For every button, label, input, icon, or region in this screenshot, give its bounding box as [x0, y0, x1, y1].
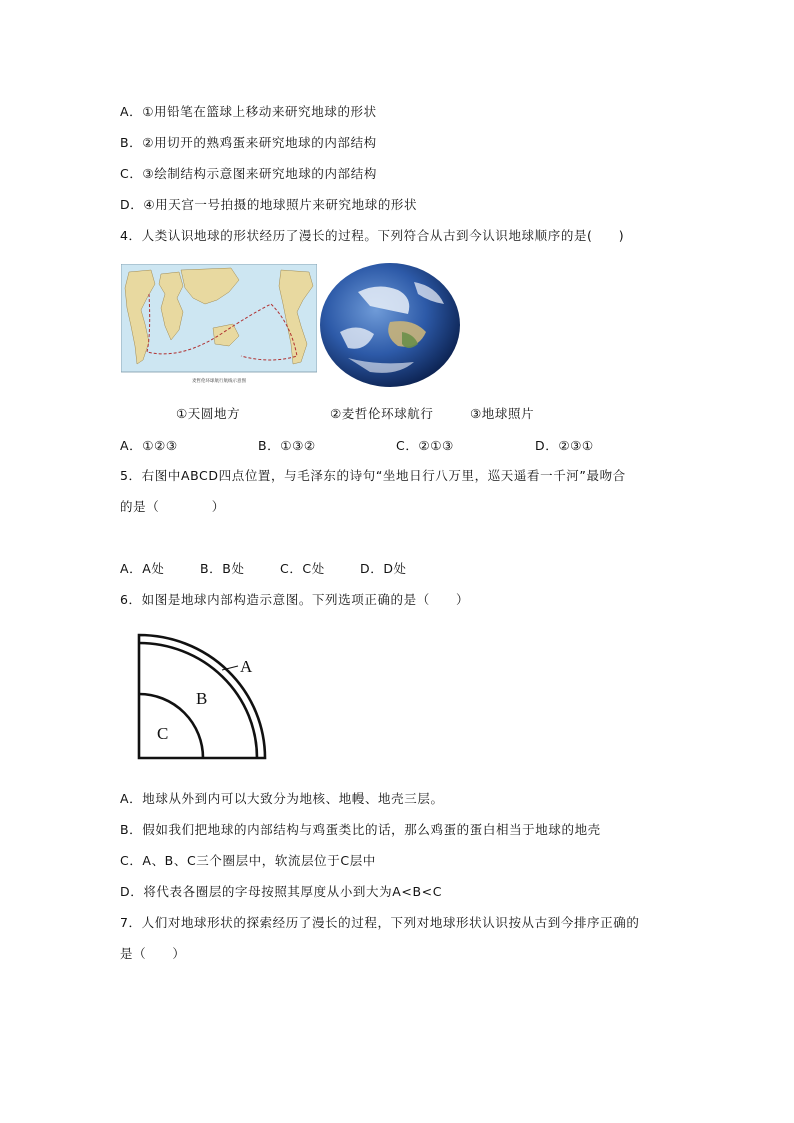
- q3-option-c: C．③绘制结构示意图来研究地球的内部结构: [120, 166, 377, 181]
- map-caption: 麦哲伦环球航行航线示意图: [192, 379, 246, 384]
- q3-option-a: A．①用铅笔在篮球上移动来研究地球的形状: [120, 104, 377, 119]
- caption-magellan: ②麦哲伦环球航行: [330, 406, 434, 421]
- q5-option-a: A．A处: [120, 561, 165, 576]
- world-map-figure: [121, 264, 317, 386]
- q6-option-a: A．地球从外到内可以大致分为地核、地幔、地壳三层。: [120, 791, 444, 806]
- label-a: A: [240, 657, 253, 676]
- q5-option-c: C．C处: [280, 561, 325, 576]
- caption-earth-photo: ③地球照片: [470, 406, 535, 421]
- q5-stem-line1: 5．右图中ABCD四点位置，与毛泽东的诗句“坐地日行八万里，巡天遥看一千河”最吻合: [120, 468, 626, 483]
- q6-option-d: D．将代表各圈层的字母按照其厚度从小到大为A<B<C: [120, 884, 443, 899]
- earth-structure-diagram: [132, 630, 282, 766]
- q6-stem: 6．如图是地球内部构造示意图。下列选项正确的是（ ）: [120, 592, 470, 607]
- q5-stem-line2: 的是（ ）: [120, 499, 225, 514]
- q6-option-c: C．A、B、C三个圈层中，软流层位于C层中: [120, 853, 376, 868]
- q4-option-b: B．①③②: [258, 438, 316, 453]
- q3-option-b: B．②用切开的熟鸡蛋来研究地球的内部结构: [120, 135, 377, 150]
- q6-option-b: B．假如我们把地球的内部结构与鸡蛋类比的话，那么鸡蛋的蛋白相当于地球的地壳: [120, 822, 601, 837]
- label-b: B: [196, 689, 208, 708]
- q3-option-d: D．④用天宫一号拍摄的地球照片来研究地球的形状: [120, 197, 418, 212]
- earth-photo: [318, 262, 462, 388]
- q4-stem: 4．人类认识地球的形状经历了漫长的过程。下列符合从古到今认识地球顺序的是( ): [120, 228, 625, 243]
- q5-option-b: B．B处: [200, 561, 245, 576]
- q4-option-d: D．②③①: [535, 438, 594, 453]
- q4-option-a: A．①②③: [120, 438, 178, 453]
- caption-tianyuandifang: ①天圆地方: [176, 406, 241, 421]
- q5-option-d: D．D处: [360, 561, 407, 576]
- q7-stem-line2: 是（ ）: [120, 946, 186, 961]
- label-c: C: [157, 724, 169, 743]
- q4-option-c: C．②①③: [396, 438, 454, 453]
- q7-stem-line1: 7．人们对地球形状的探索经历了漫长的过程，下列对地球形状认识按从古到今排序正确的: [120, 915, 640, 930]
